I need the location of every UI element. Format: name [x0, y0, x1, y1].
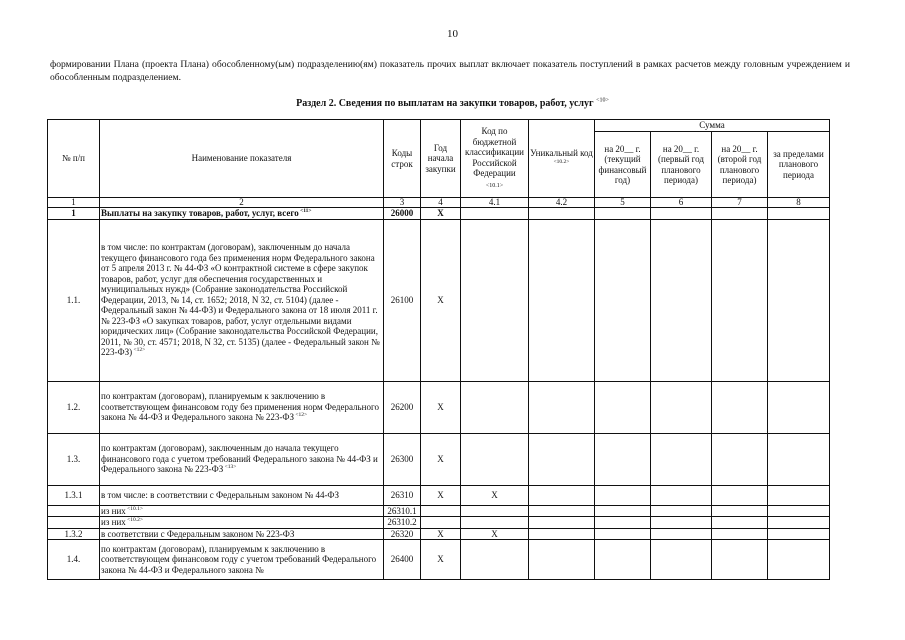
row-name [100, 208, 384, 220]
row-value-cell [712, 540, 768, 580]
row-value-cell [595, 540, 651, 580]
row-name [100, 517, 384, 529]
row-value-cell [712, 433, 768, 485]
section-title [0, 98, 905, 109]
row-name-text: в соответствии с Федеральным законом № 223-ФЗ [101, 528, 295, 539]
row-number: 1.1. [48, 219, 100, 381]
row-code: 26310 [384, 485, 421, 505]
row-number: 1.4. [48, 540, 100, 580]
header-y4: за пределами планового периода [768, 132, 830, 198]
row-year [421, 505, 461, 517]
col-num: 7 [712, 198, 768, 208]
row-kbk [461, 208, 529, 220]
section-title-text: Раздел 2. Сведения по выплатам на закупки товаров, работ, услуг [296, 98, 594, 109]
row-value-cell [768, 219, 830, 381]
row-name-text: по контрактам (договорам), заключенным до начала текущего финансового года с учетом требований Федерального закона № 44-ФЗ и Федерального закона № 223-ФЗ [101, 443, 378, 475]
table-row [48, 208, 830, 220]
col-num: 8 [768, 198, 830, 208]
row-value-cell [651, 528, 712, 540]
row-year: X [421, 433, 461, 485]
row-name-text: из них [101, 505, 126, 516]
row-value-cell [651, 485, 712, 505]
row-name [100, 528, 384, 540]
payments-table [47, 119, 830, 580]
row-value-cell [595, 485, 651, 505]
row-name-text: из них [101, 517, 126, 527]
row-value-cell [712, 208, 768, 220]
row-name-text: Выплаты на закупку товаров, работ, услуг, всего [101, 208, 299, 218]
header-sum: Сумма [595, 120, 830, 132]
row-kbk [461, 540, 529, 580]
header-year: Год начала закупки [421, 120, 461, 198]
table-row [48, 517, 830, 529]
table-row [48, 528, 830, 540]
row-value-cell [768, 505, 830, 517]
row-value-cell [651, 540, 712, 580]
header-unique-note: <10.2> [553, 158, 570, 165]
table-row [48, 219, 830, 381]
table-row [48, 381, 830, 433]
row-number: 1.3.2 [48, 528, 100, 540]
row-name [100, 540, 384, 580]
row-value-cell [768, 433, 830, 485]
row-note: <10.2> [125, 517, 143, 523]
row-value-cell [595, 505, 651, 517]
row-kbk [461, 433, 529, 485]
row-value-cell [768, 517, 830, 529]
row-name-text: по контрактам (договорам), планируемым к заключению в соответствующем финансовом году без применения норм Федерального закона № 44-ФЗ и Федерального закона № 223-ФЗ [101, 391, 379, 423]
header-y1: на 20__ г. (текущий финансовый год) [595, 132, 651, 198]
row-name [100, 433, 384, 485]
row-code: 26100 [384, 219, 421, 381]
header-unique [529, 120, 595, 198]
row-value-cell [651, 505, 712, 517]
row-value-cell [712, 517, 768, 529]
row-note: <11> [298, 208, 312, 214]
row-name-text: в том числе: в соответствии с Федеральным законом № 44-ФЗ [101, 489, 340, 500]
row-value-cell [595, 433, 651, 485]
header-name: Наименование показателя [100, 120, 384, 198]
row-value-cell [529, 381, 595, 433]
row-code: 26300 [384, 433, 421, 485]
row-value-cell [768, 485, 830, 505]
row-value-cell [529, 208, 595, 220]
row-year: X [421, 485, 461, 505]
row-number [48, 517, 100, 529]
row-number: 1.3. [48, 433, 100, 485]
row-value-cell [651, 219, 712, 381]
row-name-text: в том числе: по контрактам (договорам), заключенным до начала текущего финансового года без применения норм Федерального закона от 5 апреля 2013 г. № 44-ФЗ «О контрактной системе в сфере закупок товаров, работ, услуг для обеспечения государственных и муниципальных нужд» (Собрание законодательства Российской Федерации, 2013, № 14, ст. 1652; 2018, N 32, ст. 5104) (далее - Федеральный закон № 44-ФЗ) и Федерального закона от 18 июля 2011 г. № 223-ФЗ «О закупках товаров, работ, услуг отдельными видами юридических лиц» (Собрание законодательства Российской Федерации, 2011, № 30, ст. 4571; 2018, N 32, ст. 5135) (далее - Федеральный закон № 223-ФЗ) [101, 242, 380, 358]
row-code: 26320 [384, 528, 421, 540]
row-value-cell [529, 517, 595, 529]
header-np: № п/п [48, 120, 100, 198]
table-row [48, 540, 830, 580]
column-numbers-row [48, 198, 830, 208]
row-value-cell [529, 219, 595, 381]
col-num: 1 [48, 198, 100, 208]
col-num: 3 [384, 198, 421, 208]
intro-paragraph: формировании Плана (проекта Плана) обособленному(ым) подразделению(ям) показатель прочих выплат включает показатель поступлений в рамках расчетов между головным учреждением и обособленным подразделением. [50, 59, 850, 83]
row-value-cell [595, 528, 651, 540]
row-value-cell [768, 208, 830, 220]
row-name [100, 219, 384, 381]
row-number [48, 505, 100, 517]
row-kbk: X [461, 528, 529, 540]
col-num: 2 [100, 198, 384, 208]
col-num: 4 [421, 198, 461, 208]
header-y2: на 20__ г. (первый год планового периода) [651, 132, 712, 198]
row-value-cell [529, 540, 595, 580]
row-name-text: по контрактам (договорам), планируемым к заключению в соответствующем финансовом году с учетом требований Федерального закона № 44-ФЗ и Федерального закона № [101, 543, 377, 575]
row-value-cell [651, 433, 712, 485]
row-number: 1.3.1 [48, 485, 100, 505]
row-value-cell [651, 517, 712, 529]
col-num: 4.2 [529, 198, 595, 208]
row-year: X [421, 528, 461, 540]
row-kbk [461, 219, 529, 381]
row-year: X [421, 540, 461, 580]
page-number: 10 [447, 28, 458, 40]
header-code: Коды строк [384, 120, 421, 198]
row-value-cell [712, 219, 768, 381]
header-kbk [461, 120, 529, 198]
row-year [421, 517, 461, 529]
col-num: 6 [651, 198, 712, 208]
row-number: 1.2. [48, 381, 100, 433]
row-value-cell [529, 505, 595, 517]
table-row [48, 505, 830, 517]
col-num: 5 [595, 198, 651, 208]
header-unique-text: Уникальный код [530, 148, 593, 158]
section-title-note: <10> [596, 97, 609, 104]
table-row [48, 433, 830, 485]
row-value-cell [768, 381, 830, 433]
header-kbk-note: <10.1> [485, 182, 504, 189]
row-value-cell [595, 381, 651, 433]
row-value-cell [529, 433, 595, 485]
row-value-cell [595, 208, 651, 220]
row-number: 1 [48, 208, 100, 220]
row-value-cell [712, 505, 768, 517]
row-value-cell [768, 528, 830, 540]
row-note: <13> [223, 464, 237, 471]
row-name [100, 485, 384, 505]
row-value-cell [529, 528, 595, 540]
row-value-cell [768, 540, 830, 580]
row-value-cell [595, 219, 651, 381]
row-code: 26400 [384, 540, 421, 580]
row-value-cell [529, 485, 595, 505]
row-year: X [421, 208, 461, 220]
row-note: <12> [294, 412, 308, 419]
row-value-cell [595, 517, 651, 529]
row-value-cell [712, 485, 768, 505]
table-row [48, 485, 830, 505]
row-value-cell [651, 381, 712, 433]
row-value-cell [712, 528, 768, 540]
row-value-cell [712, 381, 768, 433]
header-kbk-text: Код по бюджетной классификации Российской Федерации [465, 126, 524, 178]
row-code: 26310.1 [384, 505, 421, 517]
row-year: X [421, 219, 461, 381]
col-num: 4.1 [461, 198, 529, 208]
row-kbk: X [461, 485, 529, 505]
row-year: X [421, 381, 461, 433]
row-kbk [461, 381, 529, 433]
row-code: 26200 [384, 381, 421, 433]
row-name [100, 505, 384, 517]
row-note: <12> [132, 347, 146, 354]
header-y3: на 20__ г. (второй год планового периода) [712, 132, 768, 198]
row-kbk [461, 505, 529, 517]
row-kbk [461, 517, 529, 529]
row-name [100, 381, 384, 433]
row-code: 26000 [384, 208, 421, 220]
row-value-cell [651, 208, 712, 220]
row-code: 26310.2 [384, 517, 421, 529]
row-note: <10.1> [125, 505, 143, 512]
